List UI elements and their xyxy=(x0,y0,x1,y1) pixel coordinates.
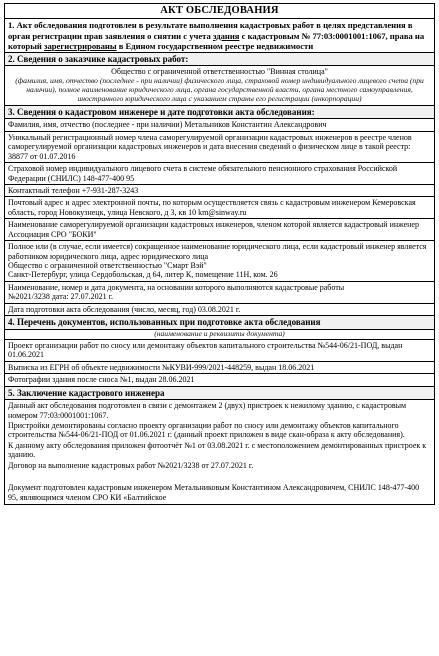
contract-row xyxy=(5,282,434,304)
section-2-header: 2. Сведения о заказчике кадастровых работ: xyxy=(5,53,434,67)
act-date-row: Дата подготовки акта обследования (число, месяц, год) 03.08.2021 г. xyxy=(5,304,434,316)
engineer-reg-label: Уникальный регистрационный номер члена саморегулируемой организации кадастровых инженеров в реестре членов саморегулируемой организации кадастровых инженеров и дата внесения сведений о физическом лице в такой реестр: xyxy=(8,132,412,152)
legal-entity-label: Полное или (в случае, если имеется) сокращенное наименование юридического лица, если кадастровый инженер является работником юридического лица, адрес юридического лица xyxy=(8,242,427,261)
conclusion-paragraph-4: Договор на выполнение кадастровых работ №2021/3238 от 27.07.2021 г. xyxy=(8,460,254,470)
contract-label: Наименование, номер и дата документа, на основании которого выполняются кадастровые работы xyxy=(8,282,345,292)
engineer-fio-label: Фамилия, имя, отчество (последнее - при наличии) xyxy=(8,120,185,130)
document-title: АКТ ОБСЛЕДОВАНИЯ xyxy=(5,4,434,19)
engineer-phone-row: Контактный телефон +7-931-287-3243 xyxy=(5,185,434,197)
document-page xyxy=(4,3,435,650)
engineer-reg-row xyxy=(5,132,434,163)
document-item-1: Проект организации работ по сносу или демонтажу объектов капитального строительства №544-06/21-ПОД, выдан 01.06.2021 xyxy=(5,340,434,362)
section-4-note: (наименование и реквизиты документа) xyxy=(5,330,434,340)
document-item-3: Фотографии здания после сноса №1, выдан 28.06.2021 xyxy=(5,374,434,386)
section-1 xyxy=(5,19,434,52)
section-1-object-type: здания xyxy=(212,30,240,41)
conclusion-paragraph-3: К данному акту обследования приложен фотоотчёт №1 от 03.08.2021 г. с местоположением демонтированных пристроек к зданию. xyxy=(8,440,427,460)
engineer-address-row: Почтовый адрес и адрес электронной почты, по которым осуществляется связь с кадастровым инженером Кемеровская область, город Новокузнецк, улица Невского, д 3, кв 10 km@sinway.ru xyxy=(5,197,434,219)
conclusion-paragraph-1: Данный акт обследования подготовлен в связи с демонтажем 2 (двух) пристроек к нежилому зданию, с кадастровым номером 77:03:0001001:1067. xyxy=(8,401,407,420)
document-item-2: Выписка из ЕГРН об объекте недвижимости №КУВИ-999/2021-448259, выдан 18.06.2021 xyxy=(5,362,434,374)
legal-entity-address: Санкт-Петербург, улица Сердобольская, д 64, литер К, помещение 11Н, ком. 26 xyxy=(8,270,278,280)
conclusion-paragraph-2: Пристройки демонтированы согласно проекту организации работ по сносу или демонтажу объектов капитального строительства №544-06/21-ПОД от 01.06.2021 г. (данный проект приложен в виде скан-образа к акту обследования). xyxy=(8,420,405,440)
section-4-header: 4. Перечень документов, использованных при подготовке акта обследования xyxy=(5,316,434,330)
section-1-tail: в Едином государственном реестре недвижимости xyxy=(116,40,314,51)
engineer-fio-value: Метальников Константин Александрович xyxy=(184,120,327,130)
engineer-fio-row xyxy=(5,119,434,131)
section-2-body xyxy=(5,66,434,105)
section-3-header: 3. Сведения о кадастровом инженере и дате подготовки акта обследования: xyxy=(5,106,434,120)
engineer-reg-value: 38877 от 01.07.2016 xyxy=(8,151,76,161)
act-frame xyxy=(4,3,435,505)
engineer-sro-row: Наименование саморегулируемой организации кадастровых инженеров, членом которой является кадастровый инженер Ассоциация СРО "БОКИ" xyxy=(5,219,434,241)
conclusion-body xyxy=(5,400,434,504)
conclusion-paragraph-5: Документ подготовлен кадастровым инженером Метальниковым Константином Александровичем, СНИЛС 148-477-400 95, являющимся членом СРО КИ «Балтийское xyxy=(8,483,420,502)
engineer-snils-row: Страховой номер индивидуального лицевого счета в системе обязательного пенсионного страхования Российской Федерации (СНИЛС) 148-477-400 95 xyxy=(5,163,434,185)
customer-name: Общество с ограниченной ответственностью "Винная столица" xyxy=(111,67,328,77)
section-1-registered: зарегистрированы xyxy=(44,40,117,51)
engineer-legal-row xyxy=(5,241,434,282)
contract-value: №2021/3238 дата: 27.07.2021 г. xyxy=(8,292,114,302)
section-1-mid: с кадастровым № 77:03:0001001:1067, права на который xyxy=(8,30,425,51)
section-1-lead: 1. Акт обследования подготовлен в результате выполнения кадастровых работ в целях представления в орган регистрации прав заявления о снятии с учета xyxy=(8,20,413,41)
legal-entity-name: Общество с ограниченной ответственностью "Смарт Вэй" xyxy=(8,261,207,270)
customer-note: (фамилия, имя, отчество (последнее - при наличии) физического лица, страховой номер индивидуального лицевого счета (при наличии), полное наименование юридического лица, органа государственной власти, органа местного самоуправления, иностранного юридического лица с указанием страны его регистрации (инкорпорации) xyxy=(15,75,424,103)
section-5-header: 5. Заключение кадастрового инженера xyxy=(5,387,434,401)
